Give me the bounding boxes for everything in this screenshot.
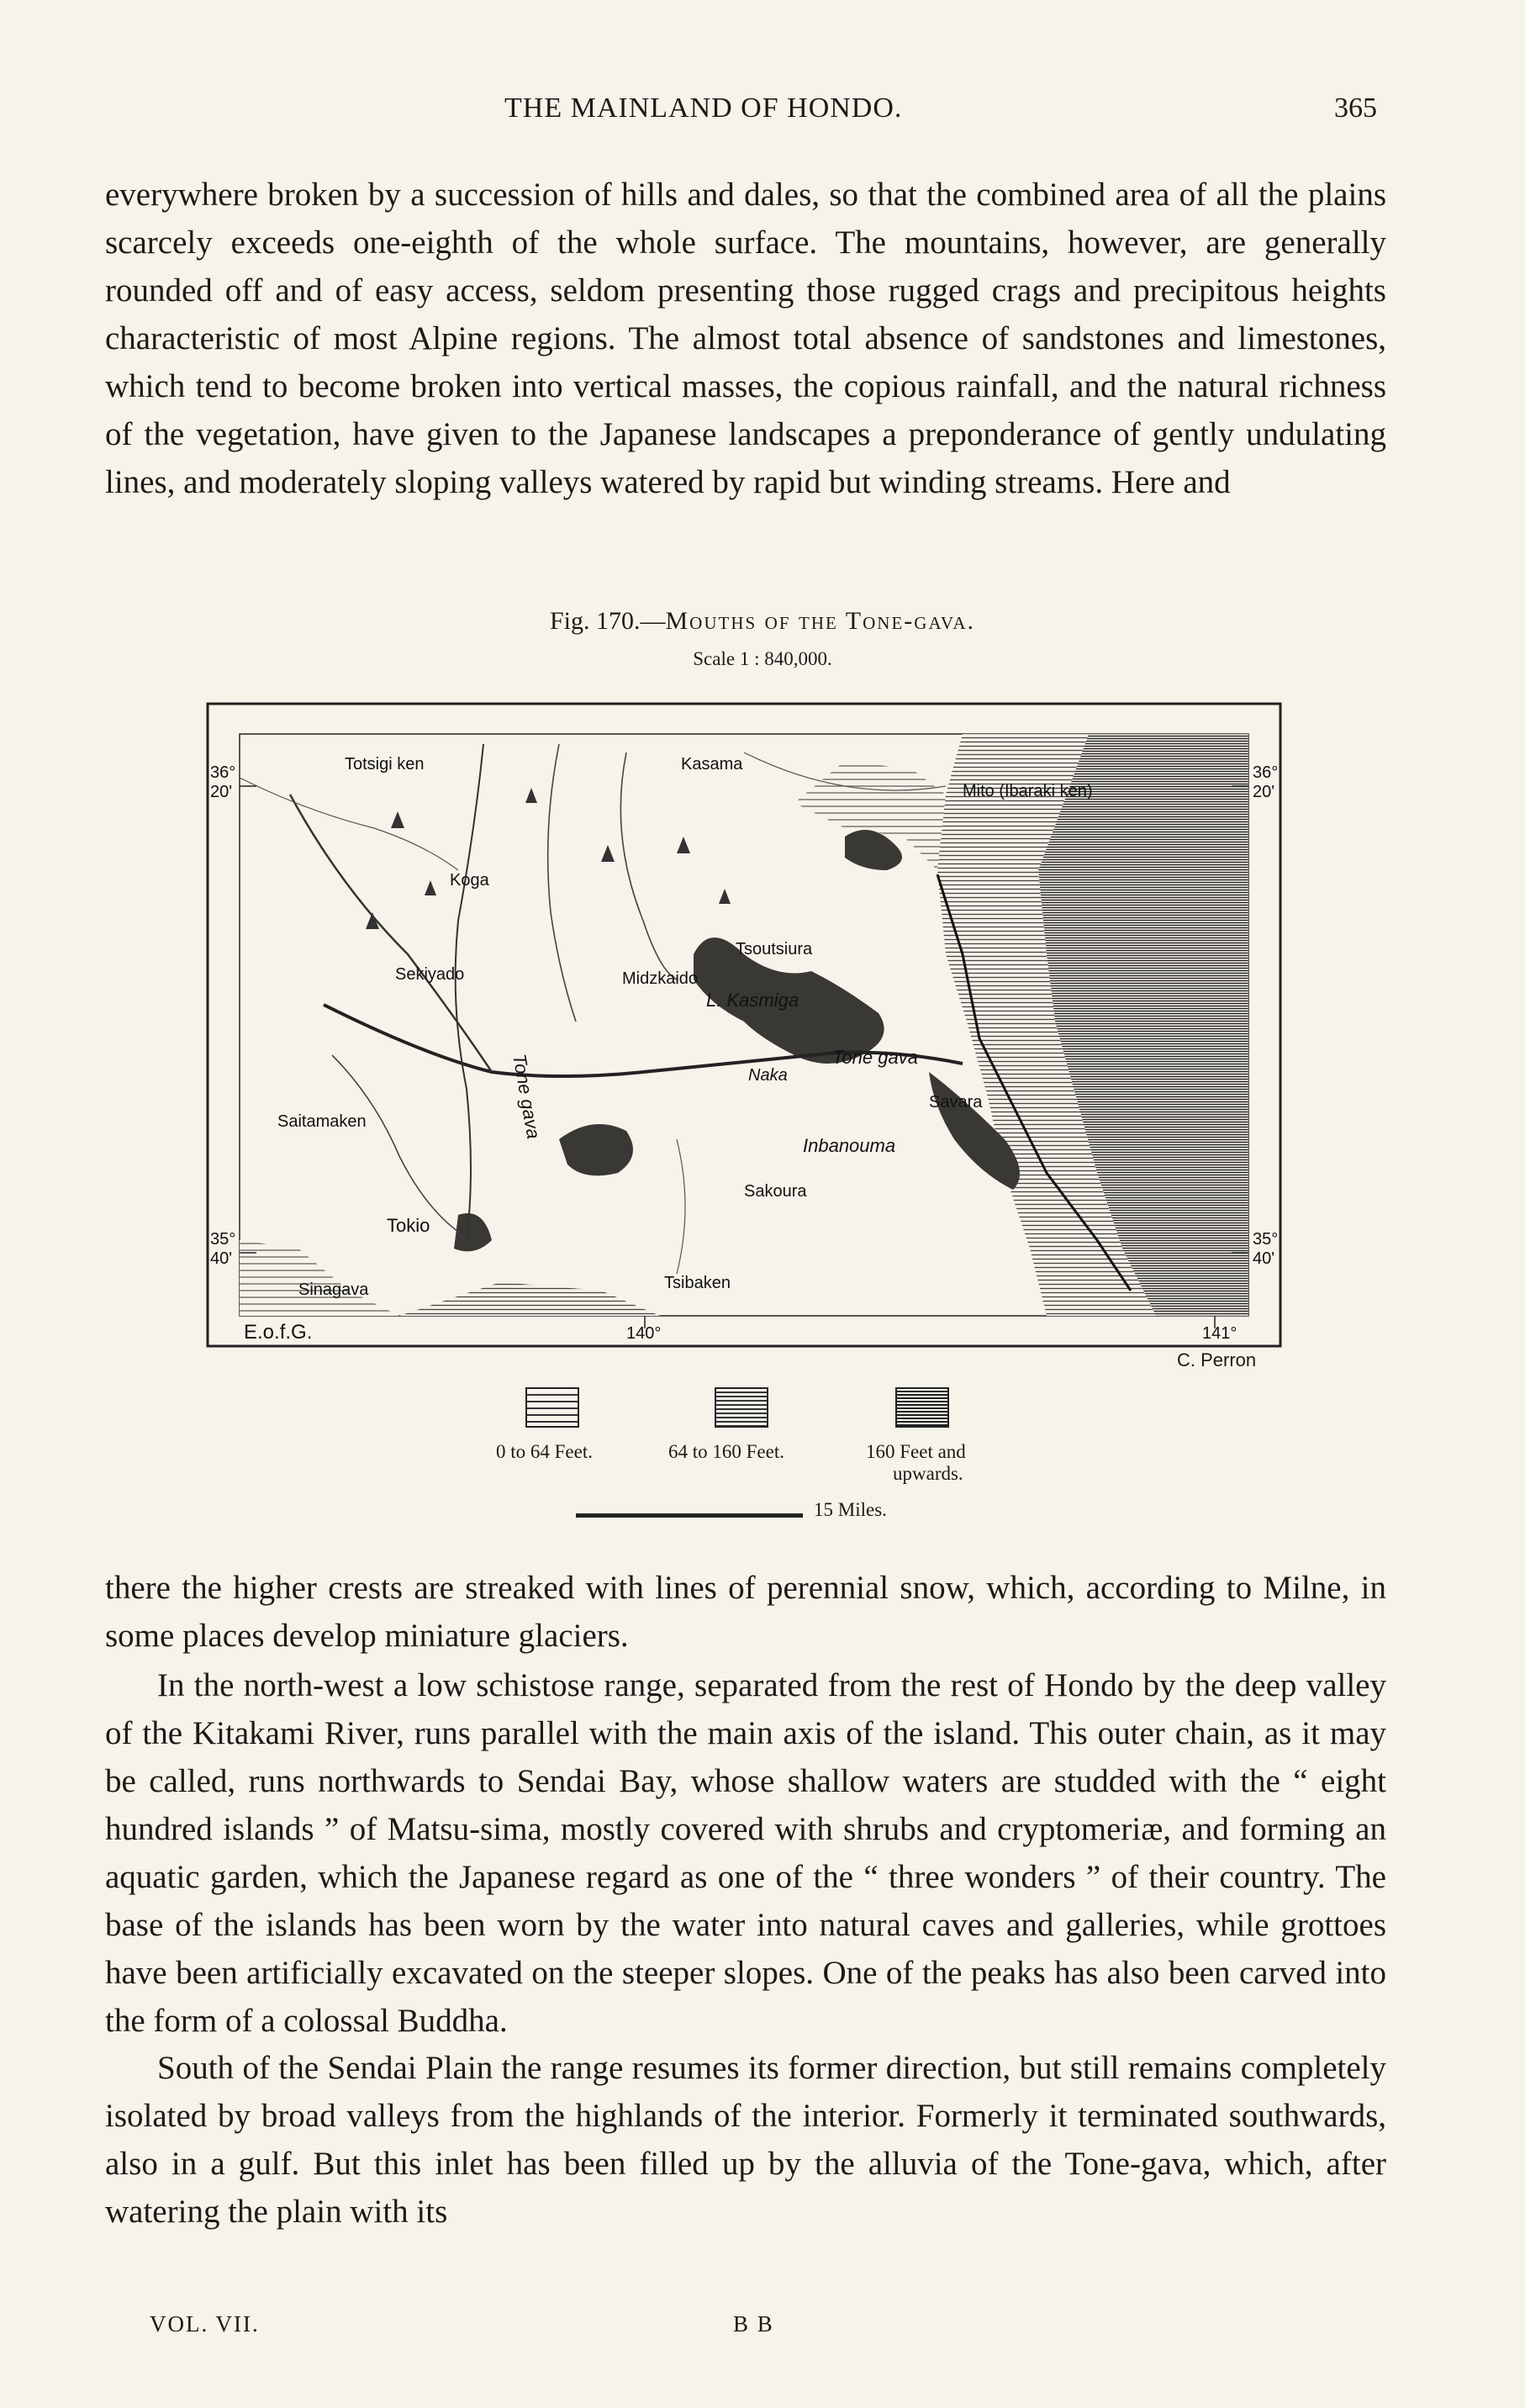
lat-20-left: 20': [210, 783, 233, 801]
label-midzukaido: Midzkaido: [622, 969, 699, 988]
label-mito: Mito (Ibaraki ken): [963, 782, 1093, 800]
legend-label-mid: 64 to 160 Feet.: [668, 1441, 784, 1462]
legend-label-high-1: 160 Feet and: [866, 1441, 966, 1462]
label-tone-river-upper: Tone gava: [509, 1052, 545, 1141]
label-sakoura: Sakoura: [744, 1182, 807, 1201]
footer-signature: B B: [733, 2311, 774, 2337]
label-naka: Naka: [748, 1066, 788, 1085]
legend-item-high: [866, 1387, 966, 1484]
legend-label-low: 0 to 64 Feet.: [496, 1441, 593, 1462]
figure-caption: [0, 607, 1525, 636]
map-credit: C. Perron: [1177, 1349, 1257, 1370]
paragraph-3: In the north-west a low schistose range, separated from the rest of Hondo by the deep valley of the Kitakami River, runs parallel with the main axis of the island. This outer chain, as it may be called, runs northwards to Sendai Bay, whose shallow waters are studded with the “ eight hundred islands ” of Matsu-sima, mostly covered with shrubs and cryptomeriæ, and forming an aquatic garden, which the Japanese regard as one of the “ three wonders ” of their country. The base of the islands has been worn by the water into natural caves and galleries, while grottoes have been artificially excavated on the steeper slopes. One of the peaks has also been carved into the form of a colossal Buddha.: [105, 1667, 1386, 2039]
figure-scale: Scale 1 : 840,000.: [693, 648, 832, 669]
label-tokio: Tokio: [387, 1215, 430, 1236]
footer-volume: VOL. VII.: [150, 2311, 260, 2337]
lat-36-left: 36°: [210, 763, 236, 782]
label-koga: Koga: [450, 871, 489, 890]
page-number: 365: [1334, 92, 1377, 124]
lon-140: 140°: [626, 1324, 662, 1343]
map-legend: [471, 1387, 1059, 1530]
label-tone-river: Tone gava: [832, 1047, 918, 1068]
legend-swatch-high: [895, 1387, 949, 1428]
lat-35-left: 35°: [210, 1230, 236, 1249]
map-figure: [206, 702, 1282, 1348]
label-saitama: Saitamaken: [277, 1112, 367, 1131]
lat-36-right: 36°: [1253, 763, 1279, 782]
scale-bar-label: 15 Miles.: [814, 1499, 887, 1520]
lat-20-right: 20': [1253, 783, 1275, 801]
label-sekiyado: Sekiyado: [395, 965, 465, 984]
lat-40-right: 40': [1253, 1249, 1275, 1268]
paragraph-1: everywhere broken by a succession of hills and dales, so that the combined area of all the plains scarcely exceeds one-eighth of the whole surface. The mountains, however, are generally rounded off and of easy access, seldom presenting those rugged crags and precipitous heights characteristic of most Alpine regions. The almost total absence of sandstones and limestones, which tend to become broken into vertical masses, the copious rainfall, and the natural richness of the vegetation, have given to the Japanese landscapes a preponderance of gently undulating lines, and moderately sloping valleys watered by rapid but winding streams. Here and: [105, 177, 1386, 500]
map-svg: [206, 702, 1282, 1348]
paragraph-4: South of the Sendai Plain the range resumes its former direction, but still remains completely isolated by broad valleys from the highlands of the interior. Formerly it terminated southwards, also in a gulf. But this inlet has been filled up by the alluvia of the Tone-gava, which, after watering the plain with its: [105, 2050, 1386, 2230]
label-tochigi: Totsigi ken: [345, 755, 425, 774]
label-inba: Inbanouma: [803, 1135, 896, 1156]
paragraph-2: there the higher crests are streaked with lines of perennial snow, which, according to Milne, in some places develop miniature glaciers.: [105, 1570, 1386, 1654]
engraver-mark: E.o.f.G.: [244, 1321, 313, 1344]
lat-40-left: 40': [210, 1249, 233, 1268]
legend-item-mid: [668, 1387, 784, 1462]
lon-141: 141°: [1202, 1324, 1237, 1343]
running-head: [0, 92, 1525, 135]
label-tsoutsiura: Tsoutsiura: [736, 940, 813, 958]
lat-35-right: 35°: [1253, 1230, 1279, 1249]
scale-bar: [576, 1513, 803, 1518]
label-kasumiga: L. Kasmiga: [706, 990, 799, 1011]
figure-caption-title: Mouths of the Tone-gava.: [665, 607, 976, 635]
legend-label-high-2: upwards.: [893, 1463, 963, 1484]
label-tsibaken: Tsibaken: [664, 1274, 731, 1292]
legend-swatch-mid: [715, 1387, 768, 1428]
label-kasama: Kasama: [681, 755, 743, 774]
label-sinagava: Sinagava: [298, 1281, 369, 1299]
legend-swatch-low: [525, 1387, 579, 1428]
legend-item-low: [496, 1387, 593, 1462]
label-savara: Savara: [929, 1093, 983, 1112]
figure-caption-prefix: Fig. 170.—: [549, 607, 666, 635]
running-title: THE MAINLAND OF HONDO.: [504, 92, 903, 124]
